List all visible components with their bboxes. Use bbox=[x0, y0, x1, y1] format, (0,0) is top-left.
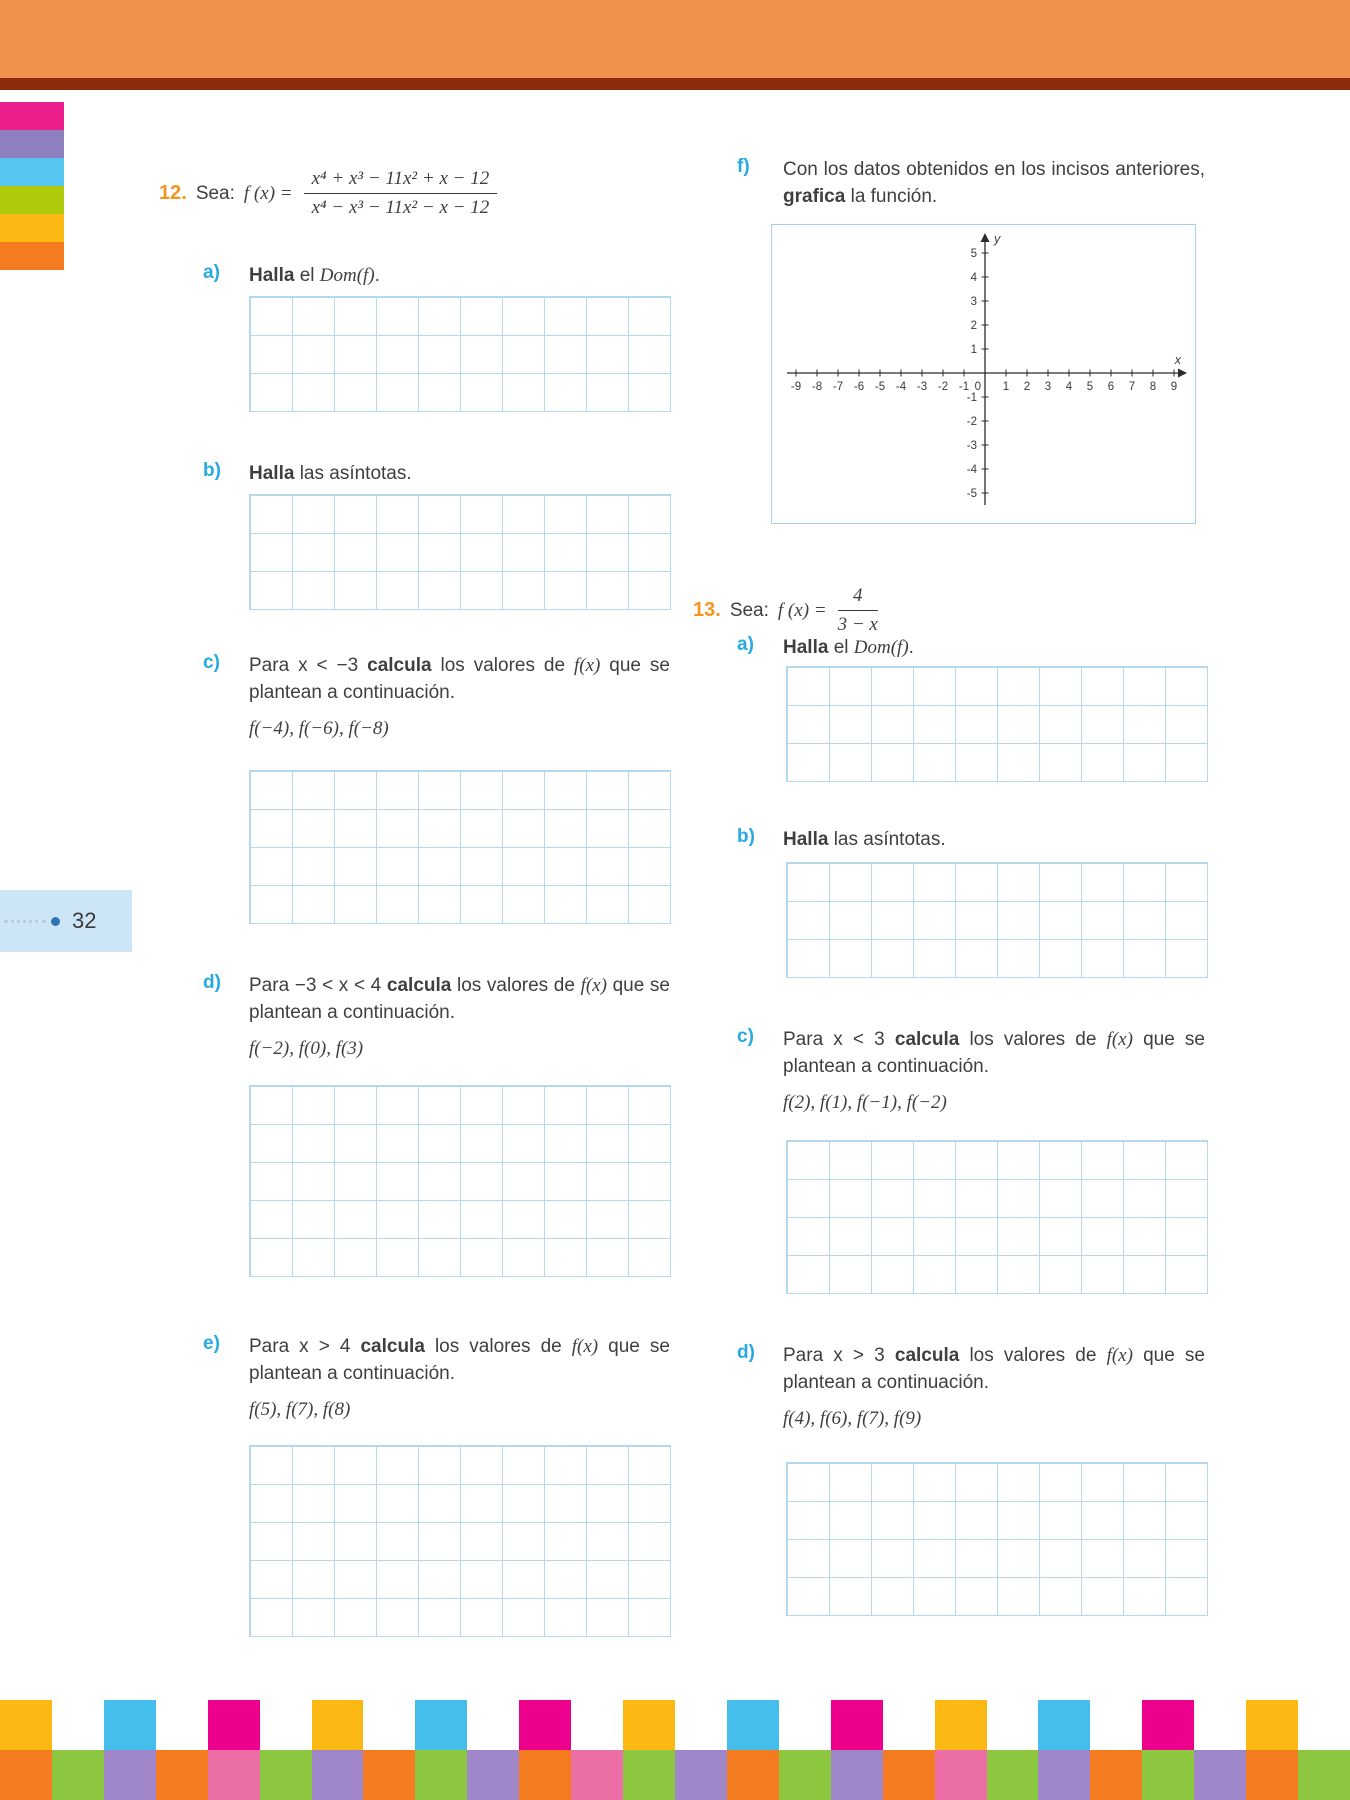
footer-top-row bbox=[0, 1700, 1350, 1750]
footer-tile bbox=[779, 1750, 831, 1800]
header-orange-band bbox=[0, 0, 1350, 78]
svg-text:2: 2 bbox=[1023, 381, 1031, 393]
footer-tile bbox=[312, 1700, 364, 1750]
header-maroon-band bbox=[0, 78, 1350, 90]
footer-tile bbox=[52, 1750, 104, 1800]
footer-tile bbox=[1298, 1700, 1350, 1750]
item-letter: d) bbox=[737, 1342, 755, 1363]
svg-text:-6: -6 bbox=[853, 381, 865, 393]
answer-grid-12b bbox=[249, 494, 671, 610]
footer-tile bbox=[1090, 1700, 1142, 1750]
svg-text:5: 5 bbox=[1086, 381, 1094, 393]
answer-grid-12d bbox=[249, 1085, 671, 1277]
coordinate-plane-box bbox=[771, 224, 1196, 524]
footer-tile bbox=[1142, 1700, 1194, 1750]
svg-text:-1: -1 bbox=[958, 381, 970, 393]
footer-tile bbox=[260, 1700, 312, 1750]
svg-text:3: 3 bbox=[1044, 381, 1052, 393]
footer-tile bbox=[883, 1700, 935, 1750]
item-text: Halla las asíntotas. bbox=[783, 829, 946, 850]
color-tab bbox=[0, 130, 64, 158]
item-values: f(5), f(7), f(8) bbox=[249, 1399, 351, 1420]
footer-tile bbox=[0, 1750, 52, 1800]
footer-tile bbox=[208, 1750, 260, 1800]
svg-text:6: 6 bbox=[1107, 381, 1115, 393]
item-text: Para x > 3 calcula los valores de f(x) que se plantean a continuación. bbox=[783, 1345, 1205, 1393]
footer-bottom-row bbox=[0, 1750, 1350, 1800]
sea-label: Sea: bbox=[729, 599, 769, 621]
footer-tile bbox=[1142, 1750, 1194, 1800]
svg-text:y: y bbox=[994, 232, 1001, 246]
svg-text:1: 1 bbox=[970, 344, 977, 356]
footer-tile bbox=[52, 1700, 104, 1750]
svg-text:-5: -5 bbox=[966, 488, 977, 500]
exercise-number: 13. bbox=[693, 599, 721, 621]
footer-tile bbox=[623, 1750, 675, 1800]
item-text: Para x < −3 calcula los valores de f(x) que se plantean a continuación. bbox=[249, 655, 670, 703]
answer-grid-13b bbox=[786, 862, 1208, 978]
footer-tile bbox=[208, 1700, 260, 1750]
footer-tile bbox=[415, 1700, 467, 1750]
footer-tile bbox=[883, 1750, 935, 1800]
color-tab bbox=[0, 214, 64, 242]
svg-text:-1: -1 bbox=[966, 392, 977, 404]
color-tab bbox=[0, 242, 64, 270]
svg-text:-5: -5 bbox=[874, 381, 886, 393]
svg-text:3: 3 bbox=[970, 296, 977, 308]
svg-text:1: 1 bbox=[1002, 381, 1010, 393]
page-number: 32 bbox=[72, 908, 97, 933]
footer-tile bbox=[1038, 1700, 1090, 1750]
footer-tile bbox=[571, 1750, 623, 1800]
function-notation: f (x) = bbox=[243, 182, 293, 204]
footer-tile bbox=[363, 1700, 415, 1750]
footer-tile bbox=[1090, 1750, 1142, 1800]
footer-tile bbox=[363, 1750, 415, 1800]
color-tab-strip bbox=[0, 102, 64, 270]
footer-tile bbox=[156, 1750, 208, 1800]
footer-tile bbox=[1194, 1750, 1246, 1800]
footer-tile bbox=[935, 1750, 987, 1800]
footer-tile bbox=[935, 1700, 987, 1750]
svg-text:0: 0 bbox=[974, 381, 981, 393]
exercise-12-item-e bbox=[203, 1333, 670, 1421]
footer-tile bbox=[467, 1700, 519, 1750]
color-tab bbox=[0, 158, 64, 186]
footer-tile bbox=[1246, 1700, 1298, 1750]
footer-tile bbox=[675, 1700, 727, 1750]
footer-tile bbox=[104, 1750, 156, 1800]
footer-tile bbox=[467, 1750, 519, 1800]
exercise-12-item-c bbox=[203, 652, 670, 740]
svg-text:-7: -7 bbox=[832, 381, 844, 393]
svg-text:-9: -9 bbox=[790, 381, 802, 393]
footer-tile bbox=[415, 1750, 467, 1800]
exercise-12-item-b bbox=[203, 460, 670, 487]
fraction-denominator: x⁴ − x³ − 11x² − x − 12 bbox=[311, 197, 490, 218]
answer-grid-12a bbox=[249, 296, 671, 412]
item-letter: b) bbox=[203, 460, 221, 481]
fraction-denominator: 3 − x bbox=[837, 614, 878, 635]
footer-tile bbox=[0, 1700, 52, 1750]
exercise-13-item-b bbox=[737, 826, 1205, 853]
footer-tile bbox=[1298, 1750, 1350, 1800]
footer-tile bbox=[1194, 1700, 1246, 1750]
formula-fraction bbox=[304, 168, 498, 219]
footer-tile bbox=[260, 1750, 312, 1800]
exercise-13-item-d bbox=[737, 1342, 1205, 1430]
item-text: Con los datos obtenidos en los incisos anteriores, grafica la función. bbox=[783, 159, 1205, 207]
svg-text:-3: -3 bbox=[916, 381, 928, 393]
page-number-badge bbox=[0, 890, 132, 952]
item-text: Halla las asíntotas. bbox=[249, 463, 412, 484]
fraction-numerator: 4 bbox=[838, 585, 878, 611]
svg-text:4: 4 bbox=[1065, 381, 1073, 393]
svg-text:x: x bbox=[1174, 353, 1181, 367]
footer-tile bbox=[727, 1750, 779, 1800]
item-letter: e) bbox=[203, 1333, 220, 1354]
item-text: Para −3 < x < 4 calcula los valores de f(x) que se plantean a continuación. bbox=[249, 975, 670, 1023]
footer-tile bbox=[1038, 1750, 1090, 1800]
svg-text:9: 9 bbox=[1170, 381, 1178, 393]
footer-tile bbox=[623, 1700, 675, 1750]
svg-text:5: 5 bbox=[970, 248, 977, 260]
answer-grid-12c bbox=[249, 770, 671, 924]
footer-tile bbox=[987, 1750, 1039, 1800]
exercise-12-header bbox=[159, 168, 497, 219]
answer-grid-13c bbox=[786, 1140, 1208, 1294]
svg-text:-2: -2 bbox=[937, 381, 949, 393]
item-letter: a) bbox=[737, 634, 754, 655]
item-text: Halla el Dom(f). bbox=[249, 265, 380, 286]
item-letter: c) bbox=[737, 1026, 754, 1047]
svg-text:-4: -4 bbox=[895, 381, 907, 393]
footer-decoration bbox=[0, 1700, 1350, 1800]
item-text: Para x < 3 calcula los valores de f(x) que se plantean a continuación. bbox=[783, 1029, 1205, 1077]
item-letter: f) bbox=[737, 156, 750, 177]
footer-tile bbox=[1246, 1750, 1298, 1800]
item-values: f(−4), f(−6), f(−8) bbox=[249, 718, 389, 739]
exercise-13-header bbox=[693, 585, 878, 636]
footer-tile bbox=[779, 1700, 831, 1750]
exercise-12-item-d bbox=[203, 972, 670, 1060]
footer-tile bbox=[156, 1700, 208, 1750]
footer-tile bbox=[727, 1700, 779, 1750]
coordinate-plane bbox=[772, 225, 1193, 521]
color-tab bbox=[0, 102, 64, 130]
footer-tile bbox=[104, 1700, 156, 1750]
svg-text:-4: -4 bbox=[966, 464, 977, 476]
function-notation: f (x) = bbox=[777, 599, 827, 621]
item-letter: d) bbox=[203, 972, 221, 993]
svg-text:-2: -2 bbox=[966, 416, 977, 428]
exercise-number: 12. bbox=[159, 182, 187, 204]
svg-text:-3: -3 bbox=[966, 440, 977, 452]
footer-tile bbox=[831, 1700, 883, 1750]
footer-tile bbox=[987, 1700, 1039, 1750]
exercise-12-item-a bbox=[203, 262, 670, 289]
exercise-13-item-a bbox=[737, 634, 1205, 661]
svg-text:7: 7 bbox=[1128, 381, 1136, 393]
sea-label: Sea: bbox=[195, 182, 235, 204]
formula-fraction bbox=[838, 585, 878, 636]
footer-tile bbox=[571, 1700, 623, 1750]
color-tab bbox=[0, 186, 64, 214]
svg-text:-8: -8 bbox=[811, 381, 823, 393]
svg-text:4: 4 bbox=[970, 272, 977, 284]
item-values: f(4), f(6), f(7), f(9) bbox=[783, 1408, 922, 1429]
fraction-numerator: x⁴ + x³ − 11x² + x − 12 bbox=[304, 168, 498, 194]
item-text: Para x > 4 calcula los valores de f(x) que se plantean a continuación. bbox=[249, 1336, 670, 1384]
footer-tile bbox=[312, 1750, 364, 1800]
answer-grid-13a bbox=[786, 666, 1208, 782]
item-letter: b) bbox=[737, 826, 755, 847]
item-letter: a) bbox=[203, 262, 220, 283]
item-letter: c) bbox=[203, 652, 220, 673]
exercise-12-item-f bbox=[737, 156, 1205, 210]
exercise-13-item-c bbox=[737, 1026, 1205, 1114]
item-text: Halla el Dom(f). bbox=[783, 637, 914, 658]
dotted-line bbox=[4, 920, 46, 923]
item-values: f(2), f(1), f(−1), f(−2) bbox=[783, 1092, 947, 1113]
svg-text:8: 8 bbox=[1149, 381, 1157, 393]
footer-tile bbox=[831, 1750, 883, 1800]
answer-grid-13d bbox=[786, 1462, 1208, 1616]
svg-text:2: 2 bbox=[970, 320, 977, 332]
bullet-dot-icon bbox=[51, 917, 60, 926]
item-values: f(−2), f(0), f(3) bbox=[249, 1038, 364, 1059]
footer-tile bbox=[519, 1700, 571, 1750]
answer-grid-12e bbox=[249, 1445, 671, 1637]
footer-tile bbox=[675, 1750, 727, 1800]
footer-tile bbox=[519, 1750, 571, 1800]
